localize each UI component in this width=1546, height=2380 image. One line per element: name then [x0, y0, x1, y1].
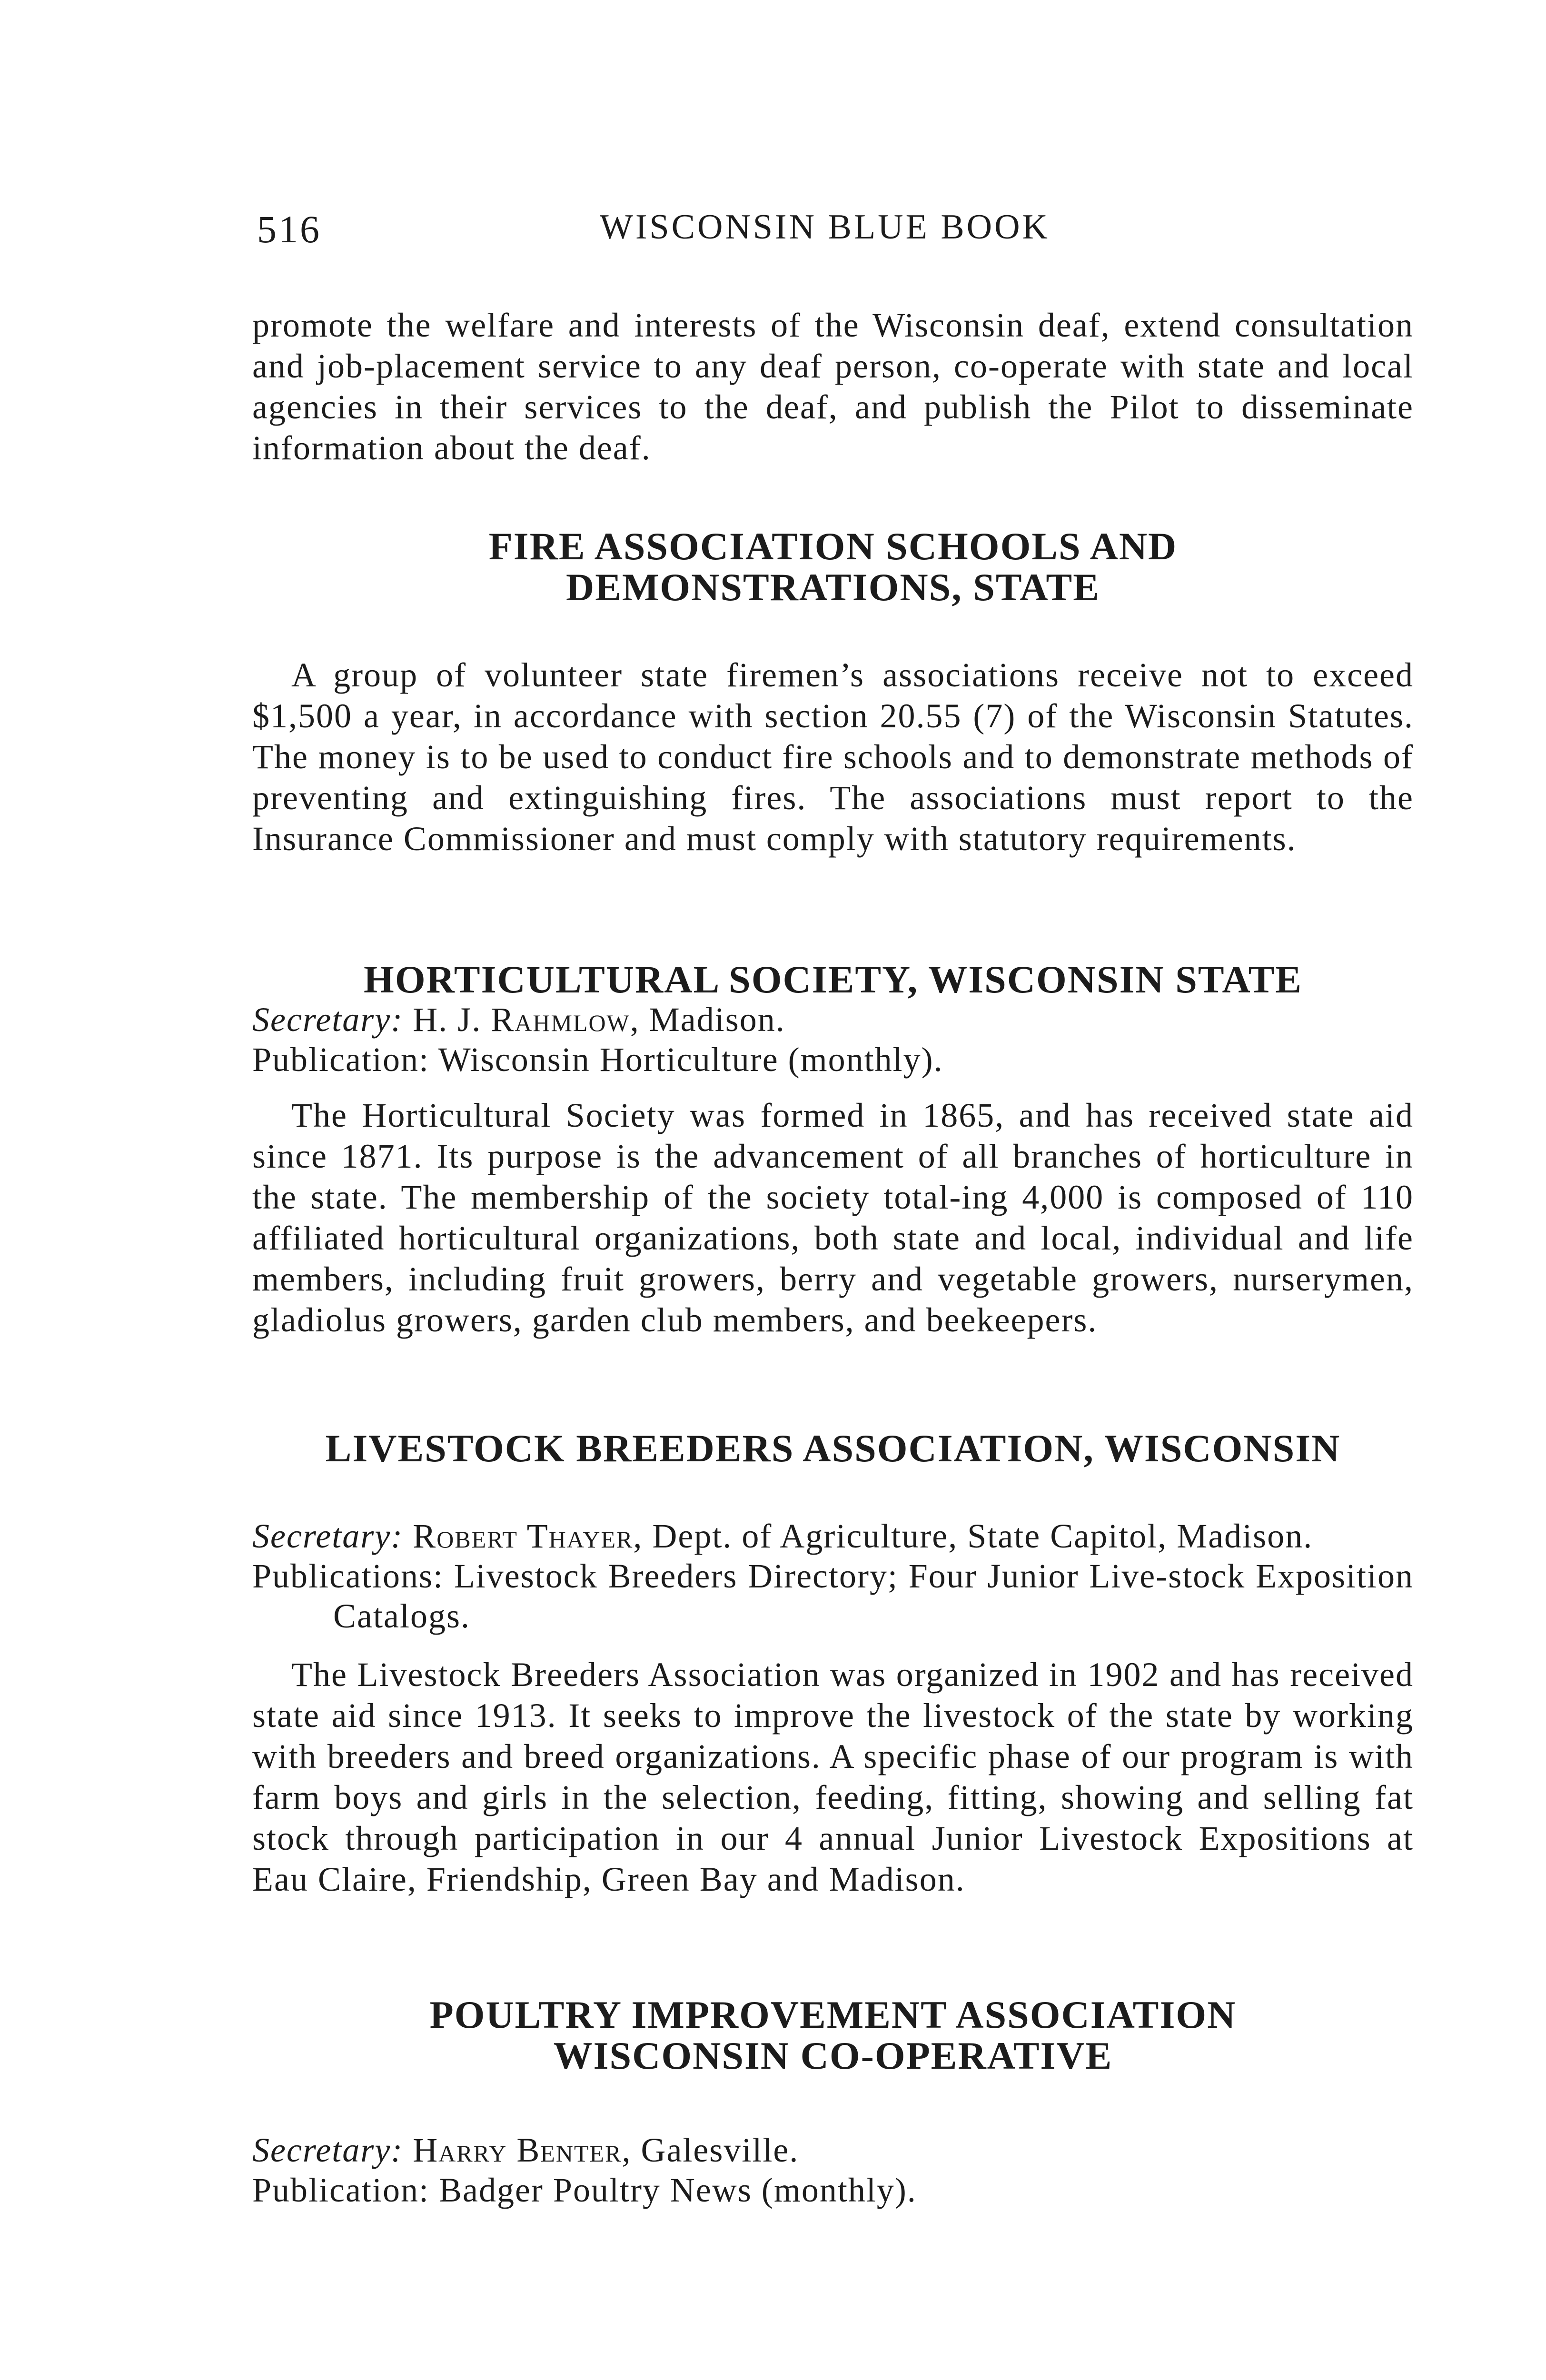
section-horticultural-body: [252, 1095, 1414, 1340]
section-paragraph: A group of volunteer state firemen’s associations receive not to exceed $1,500 a year, in accordance with section 20.55 (7) of the Wisconsin Statutes. The money is to be used to conduct fire schools and to demonstrate methods of preventing and extinguishing fires. The associations must report to the Insurance Commissioner and must comply with statutory requirements.: [252, 656, 1414, 858]
publication-label: Publication:: [252, 2171, 429, 2209]
intro-block: [252, 305, 1414, 468]
secretary-line: [252, 1516, 1414, 1556]
publication-line: [252, 2170, 1414, 2210]
publication-label: Publication:: [252, 1041, 429, 1079]
publication-line: [252, 1556, 1414, 1636]
section-heading-line: WISCONSIN CO-OPERATIVE: [553, 2034, 1113, 2077]
secretary-location: , Madison.: [630, 1001, 785, 1039]
publication-value: Wisconsin Horticulture (monthly).: [438, 1041, 943, 1079]
running-head: [257, 207, 1414, 259]
section-heading-line: FIRE ASSOCIATION SCHOOLS AND: [488, 525, 1178, 568]
publication-value: Livestock Breeders Directory; Four Junior Live-stock Exposition Catalogs.: [333, 1557, 1414, 1635]
section-heading-line: HORTICULTURAL SOCIETY, WISCONSIN STATE: [364, 958, 1302, 1001]
secretary-location: , Dept. of Agriculture, State Capitol, Madison.: [633, 1517, 1313, 1555]
section-fire-body: [252, 654, 1414, 859]
section-livestock-breeders: [252, 1428, 1414, 1469]
secretary-line: [252, 1000, 1414, 1040]
section-poultry-meta: [252, 2130, 1414, 2210]
secretary-name: Robert Thayer: [413, 1517, 634, 1555]
secretary-label: Secretary:: [252, 2131, 404, 2169]
secretary-name: Harry Benter: [413, 2131, 622, 2169]
secretary-label: Secretary:: [252, 1001, 404, 1039]
section-livestock-body: [252, 1654, 1414, 1900]
section-paragraph: The Livestock Breeders Association was organized in 1902 and has received state aid since 1913. It seeks to improve the livestock of the state by working with breeders and breed organizations. A specific phase of our program is with farm boys and girls in the selection, feeding, fitting, showing and selling fat stock through participation in our 4 annual Junior Livestock Expositions at Eau Claire, Friendship, Green Bay and Madison.: [252, 1656, 1414, 1898]
section-horticultural-meta: [252, 1000, 1414, 1080]
section-heading-line: DEMONSTRATIONS, STATE: [566, 565, 1100, 609]
section-livestock-meta: [252, 1516, 1414, 1636]
page-number: 516: [257, 208, 321, 251]
publication-label: Publications:: [252, 1557, 444, 1595]
secretary-label: Secretary:: [252, 1517, 404, 1555]
section-fire-association: [252, 526, 1414, 608]
section-paragraph: The Horticultural Society was formed in 1865, and has received state aid since 1871. Its purpose is the advancement of all branches of horticulture in the state. The membership of the society total-ing 4,000 is composed of 110 affiliated horticultural organizations, both state and local, individual and life members, including fruit growers, berry and vegetable growers, nurserymen, gladiolus growers, garden club members, and beekeepers.: [252, 1096, 1414, 1339]
secretary-name: H. J. Rahmlow: [413, 1001, 630, 1039]
section-poultry-improvement: [252, 1994, 1414, 2076]
section-heading-line: POULTRY IMPROVEMENT ASSOCIATION: [429, 1993, 1237, 2036]
publication-line: [252, 1040, 1414, 1080]
intro-paragraph: promote the welfare and interests of the Wisconsin deaf, extend consultation and job-placement service to any deaf person, co-operate with state and local agencies in their services to the deaf, and publish the Pilot to disseminate information about the deaf.: [252, 306, 1414, 467]
publication-value: Badger Poultry News (monthly).: [438, 2171, 917, 2209]
section-horticultural-society: [252, 959, 1414, 1000]
running-title: WISCONSIN BLUE BOOK: [600, 208, 1050, 247]
secretary-location: , Galesville.: [622, 2131, 799, 2169]
secretary-line: [252, 2130, 1414, 2170]
section-heading-line: LIVESTOCK BREEDERS ASSOCIATION, WISCONSIN: [325, 1427, 1341, 1470]
